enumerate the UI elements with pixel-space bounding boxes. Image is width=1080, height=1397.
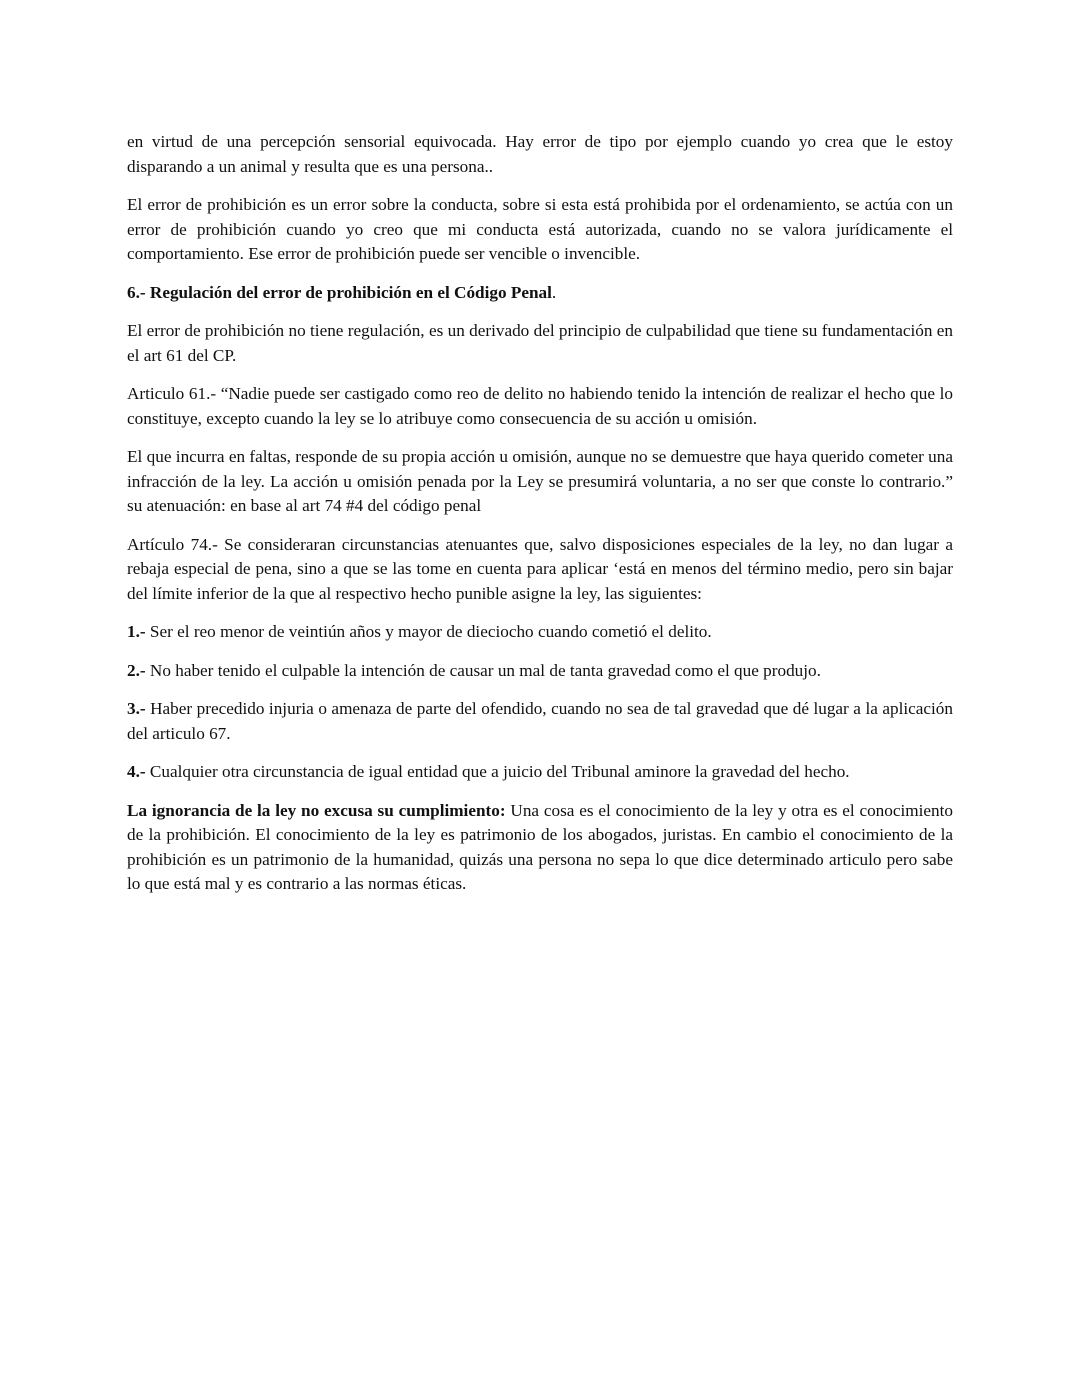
section-heading-6	[127, 281, 953, 306]
paragraph-faltas: El que incurra en faltas, responde de su propia acción u omisión, aunque no se demuestre que haya querido cometer una infracción de la ley. La acción u omisión penada por la Ley se presumirá voluntaria, a no ser que conste lo contrario.” su atenuación: en base al art 74 #4 del código penal	[127, 447, 953, 515]
document-body	[127, 130, 953, 897]
list-item-text: No haber tenido el culpable la intención de causar un mal de tanta gravedad como el que produjo.	[145, 660, 821, 680]
closing-lead: La ignorancia de la ley no excusa su cumplimiento:	[127, 800, 506, 820]
paragraph-error-de-tipo: en virtud de una percepción sensorial equivocada. Hay error de tipo por ejemplo cuando yo crea que le estoy disparando a un animal y resulta que es una persona..	[127, 132, 953, 176]
list-item-number: 1.-	[127, 622, 146, 641]
paragraph-articulo-61: Articulo 61.- “Nadie puede ser castigado como reo de delito no habiendo tenido la intención de realizar el hecho que lo constituye, excepto cuando la ley se lo atribuye como consecuencia de su acción u omisión.	[127, 384, 953, 428]
list-item-number: 2.-	[127, 660, 146, 680]
paragraph-regulacion: El error de prohibición no tiene regulación, es un derivado del principio de culpabilidad que tiene su fundamentación en el art 61 del CP.	[127, 321, 953, 365]
list-item-text: Cualquier otra circunstancia de igual entidad que a juicio del Tribunal aminore la gravedad del hecho.	[145, 762, 850, 781]
paragraph-error-de-prohibicion: El error de prohibición es un error sobre la conducta, sobre si esta está prohibida por el ordenamiento, se actúa con un error de prohibición cuando yo creo que mi conducta está autorizada, cuando no se valora jurídicamente el comportamiento. Ese error de prohibición puede ser vencible o invencible.	[127, 195, 953, 263]
list-item-1	[127, 620, 953, 645]
paragraph-articulo-74: Artículo 74.- Se consideraran circunstancias atenuantes que, salvo disposiciones especiales de la ley, no dan lugar a rebaja especial de pena, sino a que se las tome en cuenta para aplicar ‘está en menos del término medio, pero sin bajar del límite inferior de la que al respectivo hecho punible asigne la ley, las siguientes:	[127, 534, 953, 603]
paragraph-ignorancia-de-la-ley	[127, 799, 953, 897]
list-item-3	[127, 697, 953, 746]
closing-text: Una cosa es el conocimiento de la ley y otra es el conocimiento de la prohibición. El conocimiento de la ley es patrimonio de los abogados, juristas. En cambio el conocimiento de la prohibición es un patrimonio de la humanidad, quizás una persona no sepa lo que dice determinado articulo pero sabe lo que está mal y es contrario a las normas éticas.	[127, 800, 953, 893]
list-item-number: 4.-	[127, 762, 146, 781]
section-heading-6-period: .	[551, 282, 557, 302]
list-item-2	[127, 659, 953, 684]
list-item-text: Ser el reo menor de veintiún años y mayor de dieciocho cuando cometió el delito.	[145, 622, 712, 641]
list-item-text: Haber precedido injuria o amenaza de parte del ofendido, cuando no sea de tal gravedad que dé lugar a la aplicación del articulo 67.	[127, 699, 953, 743]
list-item-number: 3.-	[127, 699, 146, 718]
list-item-4	[127, 760, 953, 785]
section-heading-6-title: 6.- Regulación del error de prohibición en el Código Penal	[127, 282, 552, 302]
